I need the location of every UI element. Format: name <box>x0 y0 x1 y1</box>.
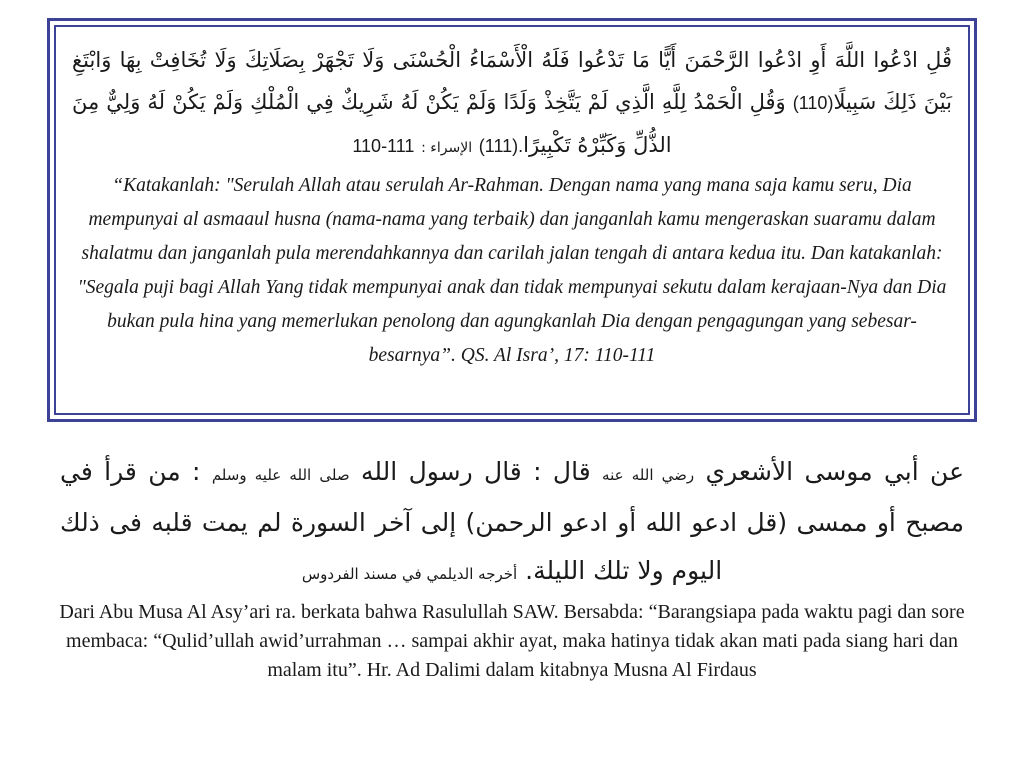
ayah-range: 110-111 <box>352 136 415 156</box>
ayah-number-111: (111). <box>478 136 524 156</box>
hadith-salawat: صلى الله عليه وسلم <box>211 466 350 484</box>
quran-verse-arabic <box>72 39 952 169</box>
ayah-number-110: (110) <box>792 93 834 113</box>
verse-arabic-second: وَقُلِ الْحَمْدُ لِلَّهِ الَّذِي لَمْ يَتَّخِذْ وَلَدًا وَلَمْ يَكُنْ لَهُ شَرِيكٌ فِي الْمُلْكِ وَلَمْ يَكُنْ لَهُ وَلِيٌّ مِنَ الذُّلِّ وَكَبِّرْهُ تَكْبِيرًا <box>72 90 786 157</box>
hadith-said: قال : قال رسول الله <box>360 457 591 486</box>
quran-verse-box <box>47 18 977 422</box>
quran-verse-box-inner <box>54 25 970 415</box>
quran-verse-translation <box>72 169 952 373</box>
hadith-arabic <box>60 448 964 598</box>
verse-arabic-main: قُلِ ادْعُوا اللَّهَ أَوِ ادْعُوا الرَّحْمَنَ أَيًّا مَا تَدْعُوا فَلَهُ الْأَسْمَاءُ الْحُسْنَى وَلَا تَجْهَرْ بِصَلَاتِكَ وَلَا تُخَافِتْ بِهَا وَابْتَغِ بَيْنَ ذَلِكَ سَبِيلًا <box>72 48 952 114</box>
verse-translation-text: “Katakanlah: "Serulah Allah atau serulah Ar-Rahman. Dengan nama yang mana saja kamu seru, Dia mempunyai al asmaaul husna (nama-nama yang terbaik) dan janganlah kamu mengeraskan suaramu dalam shalatmu dan janganlah pula merendahkannya dan carilah jalan tengah di antara kedua itu. Dan katakanlah: "Segala puji bagi Allah Yang tidak mempunyai anak dan tidak mempunyai sekutu dalam kerajaan-Nya dan Dia bukan pula hina yang memerlukan penolong dan agungkanlah Dia dengan pengagungan yang sebesar-besarnya”. <box>77 175 947 366</box>
surah-reference: الإسراء : <box>421 140 473 156</box>
hadith-narrator: عن أبي موسى الأشعري <box>705 457 965 486</box>
hadith-radhiallah: رضي الله عنه <box>602 466 695 484</box>
verse-translation-reference: QS. Al Isra’, 17: 110-111 <box>460 345 656 366</box>
hadith-text: : من قرأ في مصبح أو ممسى (قل ادعو الله أو ادعو الرحمن) إلى آخر السورة لم يمت قلبه فى ذلك اليوم ولا تلك الليلة. <box>60 457 964 585</box>
hadith-translation: Dari Abu Musa Al Asy’ari ra. berkata bahwa Rasulullah SAW. Bersabda: “Barangsiapa pada waktu pagi dan sore membaca: “Qulid’ullah awid’urrahman … sampai akhir ayat, maka hatinya tidak akan mati pada siang hari dan malam itu”. Hr. Ad Dalimi dalam kitabnya Musna Al Firdaus <box>59 601 965 681</box>
hadith-source: أخرجه الديلمي في مسند الفردوس <box>301 565 518 583</box>
